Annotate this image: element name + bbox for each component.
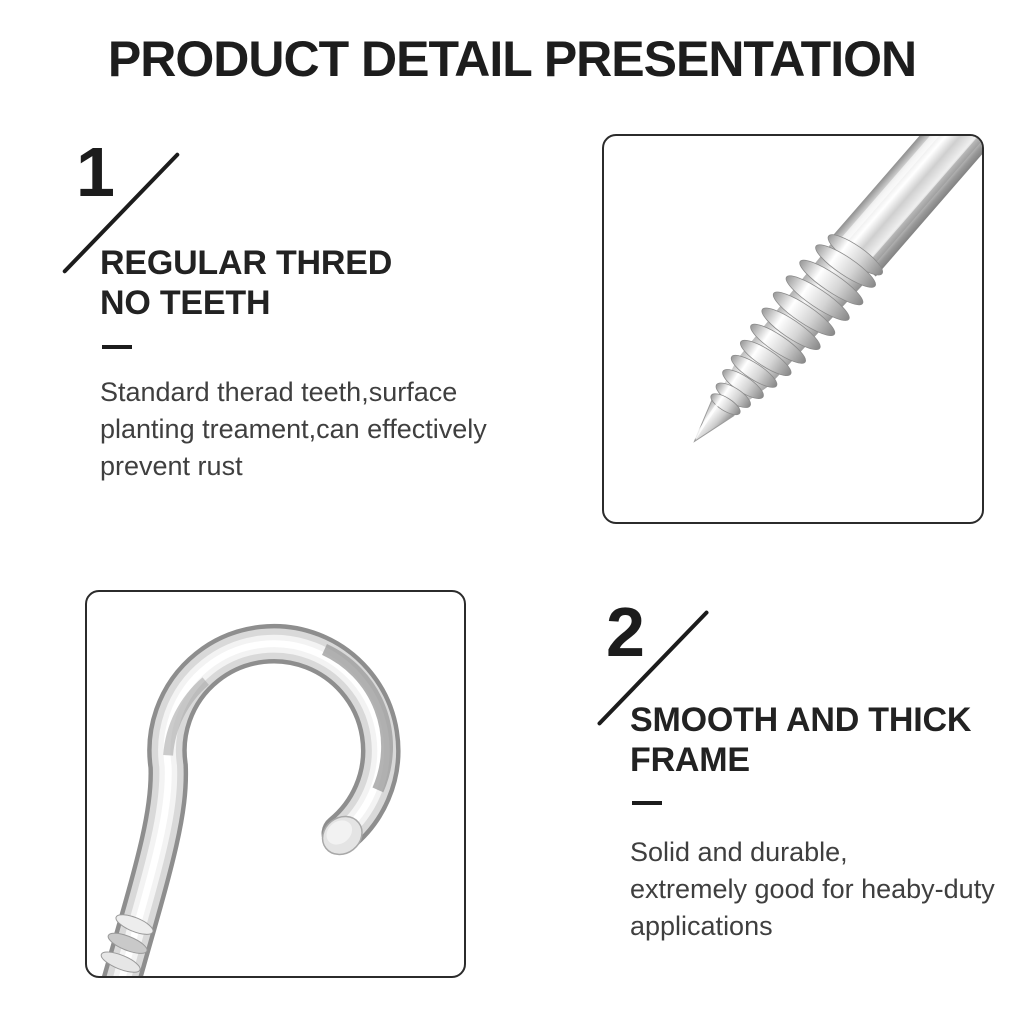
feature-1-heading-line1: REGULAR THRED: [100, 244, 393, 282]
hook-image-box: [85, 590, 466, 978]
feature-1-heading: [100, 243, 392, 323]
dash-divider-2: [632, 801, 662, 805]
feature-2-body-line3: applications: [630, 911, 773, 941]
feature-2-body-line1: Solid and durable,: [630, 837, 848, 867]
screw-image-box: [602, 134, 984, 524]
feature-2-heading-line1: SMOOTH AND THICK: [630, 701, 972, 739]
feature-1-description: [100, 374, 487, 485]
feature-1-heading-line2: NO TEETH: [100, 284, 271, 322]
feature-1-body-line3: prevent rust: [100, 451, 243, 481]
feature-1-body-line1: Standard therad teeth,surface: [100, 377, 458, 407]
feature-2-number: 2: [606, 593, 645, 671]
feature-2-heading: [630, 700, 971, 780]
hook-illustration: [87, 592, 464, 976]
page-title: PRODUCT DETAIL PRESENTATION: [107, 31, 917, 87]
feature-1-number: 1: [76, 133, 115, 211]
feature-2-description: [630, 834, 995, 945]
hook-loop: [121, 644, 387, 976]
feature-2-body-line2: extremely good for heaby-duty: [630, 874, 995, 904]
feature-1-body-line2: planting treament,can effectively: [100, 414, 487, 444]
feature-2-heading-line2: FRAME: [630, 741, 750, 779]
dash-divider-1: [102, 345, 132, 349]
screw-thread-illustration: [604, 136, 982, 522]
